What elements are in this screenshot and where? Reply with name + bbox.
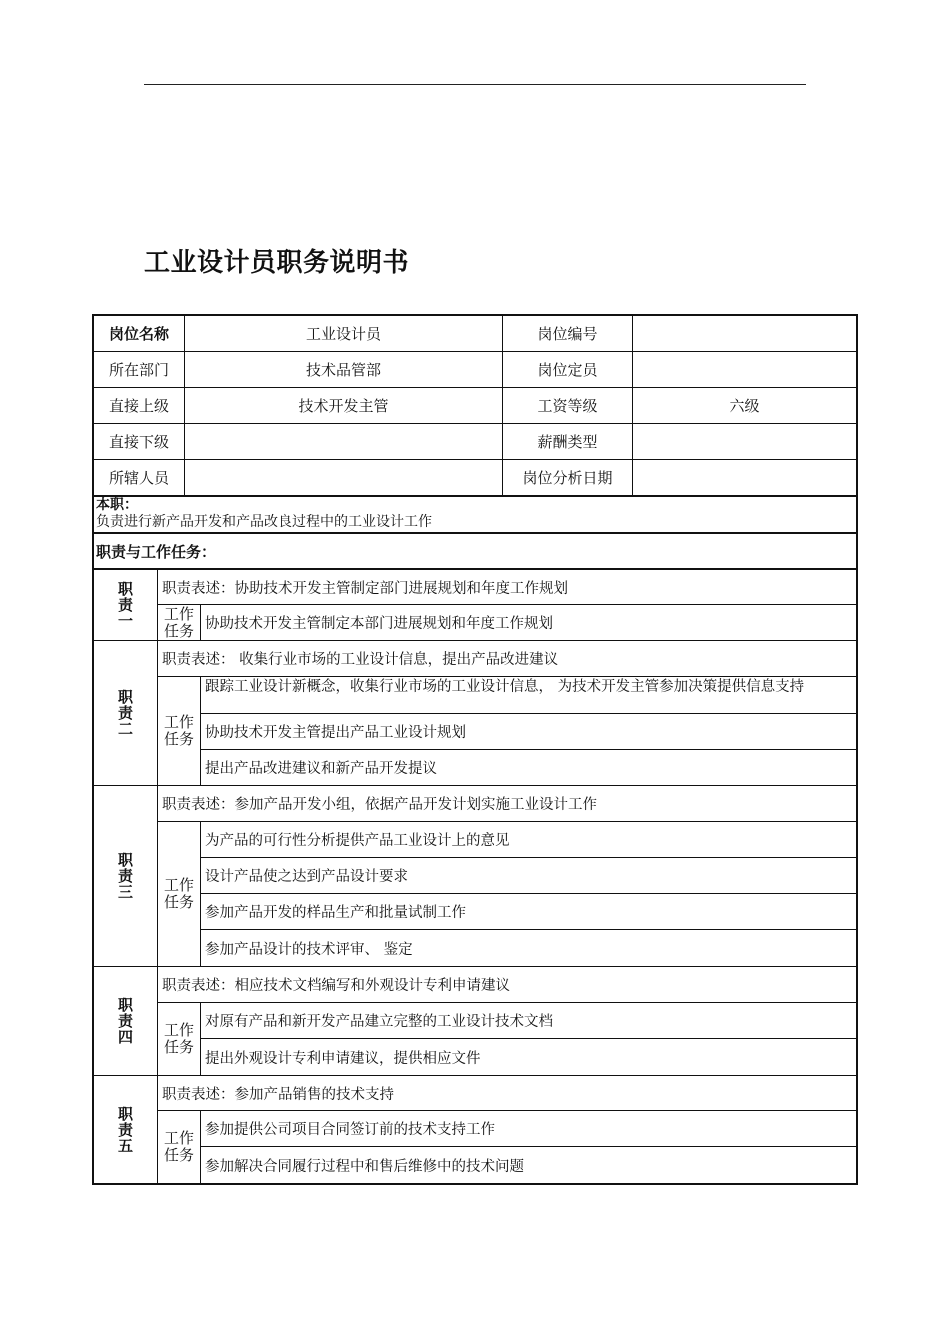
duty-2-statement: 职责表述： 收集行业市场的工业设计信息，提出产品改进建议 [162,652,559,668]
duty-1-name: 职责一 [116,581,134,629]
summary-label: 本职： [96,497,138,513]
label-headcount: 岗位定员 [537,361,598,379]
label-direct-superior: 直接上级 [108,397,169,415]
duty-4-task-label [158,1003,200,1075]
duties-heading: 职责与工作任务： [96,542,217,561]
duty-3-statement: 职责表述：参加产品开发小组，依据产品开发计划实施工业设计工作 [162,797,597,813]
duty-3-task-2: 设计产品使之达到产品设计要求 [205,869,408,885]
task-label-line-2: 任务 [163,1038,194,1056]
duty-4-task-2: 提出外观设计专利申请建议，提供相应文件 [205,1050,481,1067]
duty-1-statement: 职责表述：协助技术开发主管制定部门进展规划和年度工作规划 [162,580,568,597]
task-label-line-1: 工作 [163,604,194,623]
value-direct-subordinate [185,424,502,459]
label-position-name: 岗位名称 [108,325,169,343]
value-direct-superior: 技术开发主管 [298,397,389,415]
label-position-code: 岗位编号 [537,325,598,343]
duty-2-task-1: 跟踪工业设计新概念，收集行业市场的工业设计信息， 为技术开发主管参加决策提供信息支持 [205,679,805,695]
value-department: 技术品管部 [305,361,381,379]
duty-5-task-1: 参加提供公司项目合同签订前的技术支持工作 [205,1122,495,1138]
duty-3-task-1: 为产品的可行性分析提供产品工业设计上的意见 [205,833,510,849]
duty-1-task-label [158,605,200,640]
value-headcount [633,352,856,387]
duty-2-task-2: 协助技术开发主管提出产品工业设计规划 [205,725,466,741]
label-department: 所在部门 [108,361,169,379]
duty-5-task-label [158,1111,200,1183]
task-label-line-1: 工作 [163,713,194,731]
duty-4-statement: 职责表述：相应技术文档编写和外观设计专利申请建议 [162,978,510,994]
label-pay-type: 薪酬类型 [537,433,598,451]
duty-3-name: 职责三 [116,852,134,900]
duty-1-task-1: 协助技术开发主管制定本部门进展规划和年度工作规划 [205,616,553,632]
summary-text: 负责进行新产品开发和产品改良过程中的工业设计工作 [96,514,432,530]
duty-2-task-label [158,677,200,785]
duty-2-task-3: 提出产品改进建议和新产品开发提议 [205,761,437,777]
value-position-name: 工业设计员 [305,325,381,343]
task-label-line-2: 任务 [163,893,194,911]
value-salary-grade: 六级 [729,397,760,415]
duty-5-statement: 职责表述：参加产品销售的技术支持 [162,1086,394,1103]
label-staff-managed: 所辖人员 [108,469,169,487]
value-analysis-date [633,460,856,495]
value-position-code [633,316,856,351]
duty-3-task-3: 参加产品开发的样品生产和批量试制工作 [205,905,466,921]
duty-4-task-1: 对原有产品和新开发产品建立完整的工业设计技术文档 [205,1014,553,1030]
duty-5-task-2: 参加解决合同履行过程中和售后维修中的技术问题 [205,1158,524,1175]
label-analysis-date: 岗位分析日期 [522,469,613,487]
duty-3-task-label [158,822,200,966]
task-label-line-2: 任务 [163,621,194,640]
label-salary-grade: 工资等级 [537,397,598,415]
header-rule [144,84,806,85]
duty-3-task-4: 参加产品设计的技术评审、 鉴定 [205,941,413,958]
duty-4-name: 职责四 [116,997,134,1045]
task-label-line-1: 工作 [163,876,194,894]
duty-5-name: 职责五 [116,1105,134,1154]
value-staff-managed [185,460,502,495]
value-pay-type [633,424,856,459]
task-label-line-1: 工作 [163,1021,194,1039]
task-label-line-2: 任务 [163,730,194,748]
document-title: 工业设计员职务说明书 [144,248,410,278]
duty-2-name: 职责二 [116,689,134,737]
task-label-line-1: 工作 [163,1129,194,1147]
task-label-line-2: 任务 [163,1146,194,1164]
label-direct-subordinate: 直接下级 [108,433,169,451]
